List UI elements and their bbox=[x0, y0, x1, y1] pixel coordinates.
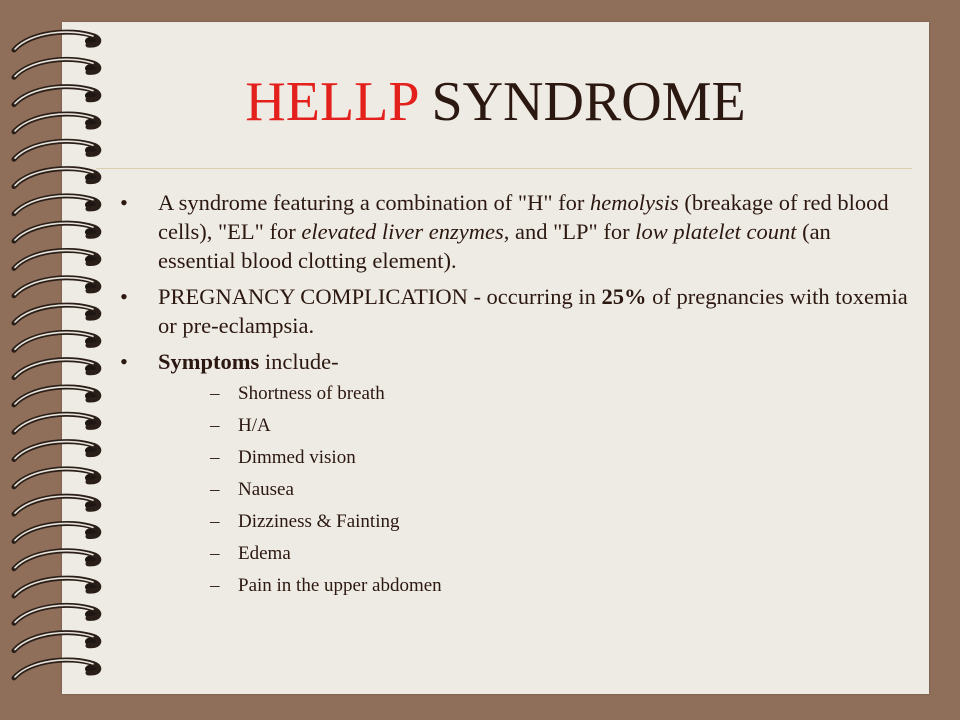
binding-coil bbox=[14, 469, 99, 487]
slide-body bbox=[120, 188, 910, 609]
title-accent: HELLP bbox=[245, 71, 418, 133]
dash-marker: – bbox=[210, 447, 220, 468]
binding-coil bbox=[14, 278, 99, 296]
dash-marker: – bbox=[210, 543, 220, 564]
symptom-item bbox=[158, 570, 910, 602]
binding-coil bbox=[14, 633, 99, 651]
bullet2-bold-1: 25% bbox=[601, 284, 647, 309]
symptom-item bbox=[158, 442, 910, 474]
binding-coil bbox=[14, 141, 99, 159]
binding-coil bbox=[14, 169, 99, 187]
symptom-text: Edema bbox=[238, 543, 291, 564]
binding-coil bbox=[14, 660, 99, 678]
slide-title bbox=[62, 70, 929, 134]
bullet2-text-2: of pregnancies with toxemia or pre-eclampsia. bbox=[158, 284, 908, 338]
binding-coil bbox=[14, 196, 99, 214]
symptom-item bbox=[158, 538, 910, 570]
binding-coil bbox=[14, 496, 99, 514]
symptom-text: Pain in the upper abdomen bbox=[238, 575, 442, 596]
bullet-marker: • bbox=[120, 284, 128, 309]
binding-coil bbox=[14, 414, 99, 432]
bullet-marker: • bbox=[120, 190, 128, 215]
bullet3-bold-1: Symptoms bbox=[158, 349, 260, 374]
binding-coil bbox=[14, 305, 99, 323]
bullet-definition bbox=[120, 188, 910, 275]
bullet2-text-1: PREGNANCY COMPLICATION - occurring in bbox=[158, 284, 602, 309]
binding-coil bbox=[14, 387, 99, 405]
symptom-item bbox=[158, 410, 910, 442]
bullet1-text-1: A syndrome featuring a combination of "H" for bbox=[158, 190, 591, 215]
bullet1-italic-2: elevated liver enzymes bbox=[301, 219, 504, 244]
dash-marker: – bbox=[210, 383, 220, 404]
symptom-text: Shortness of breath bbox=[238, 383, 385, 404]
binding-coil bbox=[14, 223, 99, 241]
bullet1-italic-3: low platelet count bbox=[635, 219, 797, 244]
dash-marker: – bbox=[210, 575, 220, 596]
bullet1-text-3: , and "LP" for bbox=[503, 219, 636, 244]
dash-marker: – bbox=[210, 479, 220, 500]
symptom-list bbox=[158, 378, 910, 602]
bullet1-text-2: (breakage of red blood cells), "EL" for bbox=[158, 190, 889, 244]
binding-coil bbox=[14, 332, 99, 350]
symptom-item bbox=[158, 506, 910, 538]
symptom-text: H/A bbox=[238, 415, 271, 436]
binding-coil bbox=[14, 250, 99, 268]
symptom-text: Dimmed vision bbox=[238, 447, 356, 468]
bullet-complication bbox=[120, 282, 910, 340]
symptom-item bbox=[158, 474, 910, 506]
bullet3-text-1: include- bbox=[259, 349, 339, 374]
bullet1-text-4: (an essential blood clotting element). bbox=[158, 219, 831, 273]
symptom-text: Dizziness & Fainting bbox=[238, 511, 400, 532]
symptom-item bbox=[158, 378, 910, 410]
bullet-symptoms bbox=[120, 347, 910, 602]
bullet1-italic-1: hemolysis bbox=[590, 190, 679, 215]
binding-coil bbox=[14, 605, 99, 623]
binding-coil bbox=[14, 578, 99, 596]
symptom-text: Nausea bbox=[238, 479, 294, 500]
title-divider bbox=[96, 168, 912, 169]
binding-coil bbox=[14, 442, 99, 460]
binding-coil bbox=[14, 32, 99, 50]
binding-coil bbox=[14, 360, 99, 378]
binding-coil bbox=[14, 523, 99, 541]
dash-marker: – bbox=[210, 415, 220, 436]
binding-coil bbox=[14, 551, 99, 569]
bullet-marker: • bbox=[120, 349, 128, 374]
title-rest: SYNDROME bbox=[431, 71, 746, 133]
dash-marker: – bbox=[210, 511, 220, 532]
